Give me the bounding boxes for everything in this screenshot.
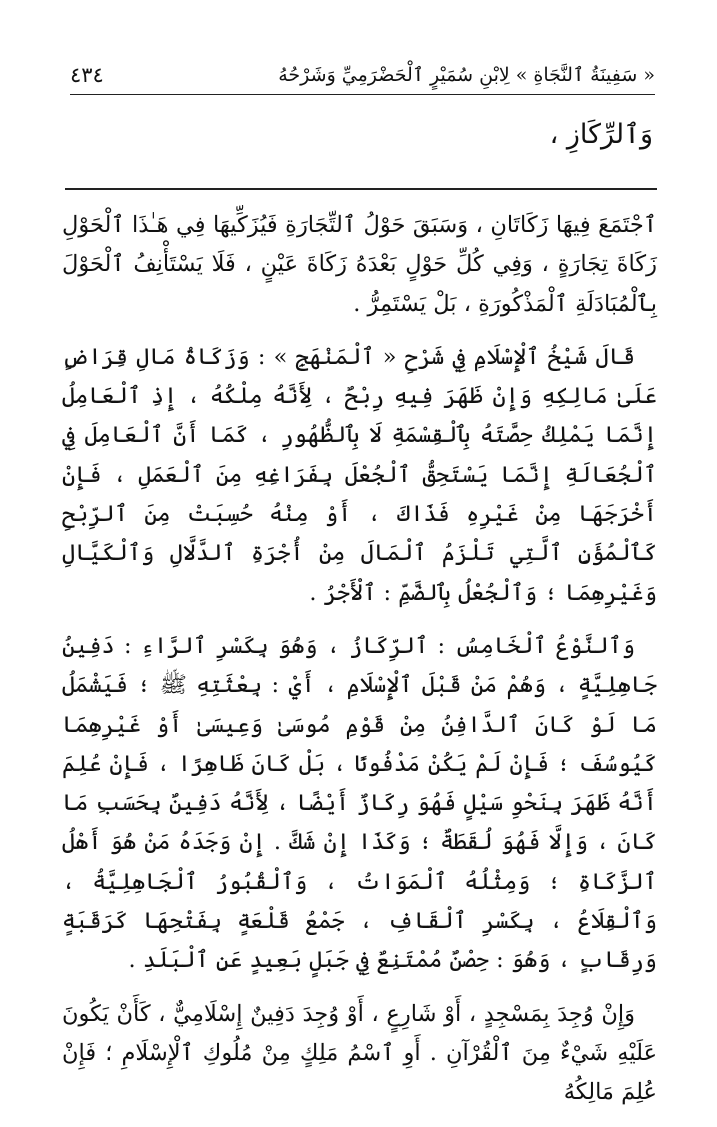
page-number: ٤٣٤ [70, 63, 104, 87]
paragraph-2: قَالَ شَيْخُ ٱلْإِسْلَامِ فِي شَرْحِ « ٱلْمَنْهَجِ » : وَزَكَاةُ مَالِ قِرَاضٍ عَلَىٰ مَالِكِهِ وَإِنْ ظَهَرَ فِيهِ رِبْحٌ ، لِأَنَّهُ مِلْكُهُ ، إِذِ ٱلْعَامِلُ إِنَّمَا يَمْلِكُ حِصَّتَهُ بِٱلْقِسْمَةِ لَا بِٱلظُّهُورِ ، كَمَا أَنَّ ٱلْعَامِلَ فِي ٱلْجُعَالَةِ إِنَّمَا يَسْتَحِقُّ ٱلْجُعْلَ بِفَرَاغِهِ مِنَ ٱلْعَمَلِ ، فَإِنْ أَخْرَجَهَا مِنْ غَيْرِهِ فَذَاكَ ، أَوْ مِنْهُ حُسِبَتْ مِنَ ٱلرِّبْحِ كَٱلْمُؤَنِ ٱلَّتِي تَلْزَمُ ٱلْمَالَ مِنْ أُجْرَةِ ٱلدَّلَّالِ وَٱلْكَيَّالِ وَغَيْرِهِمَا ؛ وَٱلْجُعْلُ بِٱلضَّمِّ : ٱلْأَجْرُ . [62, 343, 657, 606]
section-divider [65, 188, 657, 190]
paragraph-4: وَإِنْ وُجِدَ بِمَسْجِدٍ ، أَوْ شَارِعٍ ، أَوْ وُجِدَ دَفِينٌ إِسْلَامِيٌّ ، كَأَنْ يَكُونَ عَلَيْهِ شَيْءٌ مِنَ ٱلْقُرْآنِ . أَوِ ٱسْمُ مَلِكٍ مِنْ مُلُوكِ ٱلْإِسْلَامِ ؛ فَإِنْ عُلِمَ مَالِكُهُ [62, 1000, 657, 1106]
paragraph-1: ٱجْتَمَعَ فِيهَا زَكَاتَانِ ، وَسَبَقَ حَوْلُ ٱلتِّجَارَةِ فَيُزَكِّيهَا فِي هَـٰذَا ٱلْحَوْلِ زَكَاةَ تِجَارَةٍ ، وَفِي كُلِّ حَوْلٍ بَعْدَهُ زَكَاةَ عَيْنٍ ، فَلَا يَسْتَأْنِفُ ٱلْحَوْلَ بِٱلْمُبَادَلَةِ ٱلْمَذْكُورَةِ ، بَلْ يَسْتَمِرُّ . [62, 212, 657, 317]
verse-fragment: وَٱلرِّكَازِ ، [549, 119, 653, 150]
running-title: « سَفِينَةُ ٱلنَّجَاةِ » لِابْنِ سُمَيْرٍ ٱلْحَضْرَمِيِّ وَشَرْحُهُ [278, 64, 655, 86]
paragraph-3: وَٱلنَّوْعُ ٱلْخَامِسُ : ٱلرِّكَازُ ، وَهُوَ بِكَسْرِ ٱلرَّاءِ : دَفِينُ جَاهِلِيَّةٍ ، وَهُمْ مَنْ قَبْلَ ٱلْإِسْلَامِ ، أَيْ : بِعْثَتِهِ ﷺ ؛ فَيَشْمَلُ مَا لَوْ كَانَ ٱلدَّافِنُ مِنْ قَوْمِ مُوسَىٰ وَعِيسَىٰ أَوْ غَيْرِهِمَا كَيُوسُفَ ؛ فَإِنْ لَمْ يَكُنْ مَدْفُونًا ، بَلْ كَانَ ظَاهِرًا ، فَإِنْ عُلِمَ أَنَّهُ ظَهَرَ بِنَحْوِ سَيْلٍ فَهُوَ رِكَازٌ أَيْضًا ، لِأَنَّهُ دَفِينٌ بِحَسَبِ مَا كَانَ ، وَإِلَّا فَهُوَ لُقَطَةٌ ؛ وَكَذَا إِنْ شَكَّ . إِنْ وَجَدَهُ مَنْ هُوَ أَهْلُ ٱلزَّكَاةِ ؛ وَمِثْلُهُ ٱلْمَوَاتُ ، وَٱلْقُبُورُ ٱلْجَاهِلِيَّةُ ، وَٱلْقِلَاعُ ، بِكَسْرِ ٱلْقَافِ ، جَمْعُ قَلْعَةٍ بِفَتْحِهَا كَرَقَبَةٍ وَرِقَابٍ ، وَهُوَ : حِصْنٌ مُمْتَنِعٌ فِي جَبَلٍ بَعِيدٍ عَنِ ٱلْبَلَدِ . [62, 632, 657, 974]
commentary-body [62, 206, 657, 1127]
running-header [70, 58, 655, 92]
header-rule [70, 94, 655, 95]
